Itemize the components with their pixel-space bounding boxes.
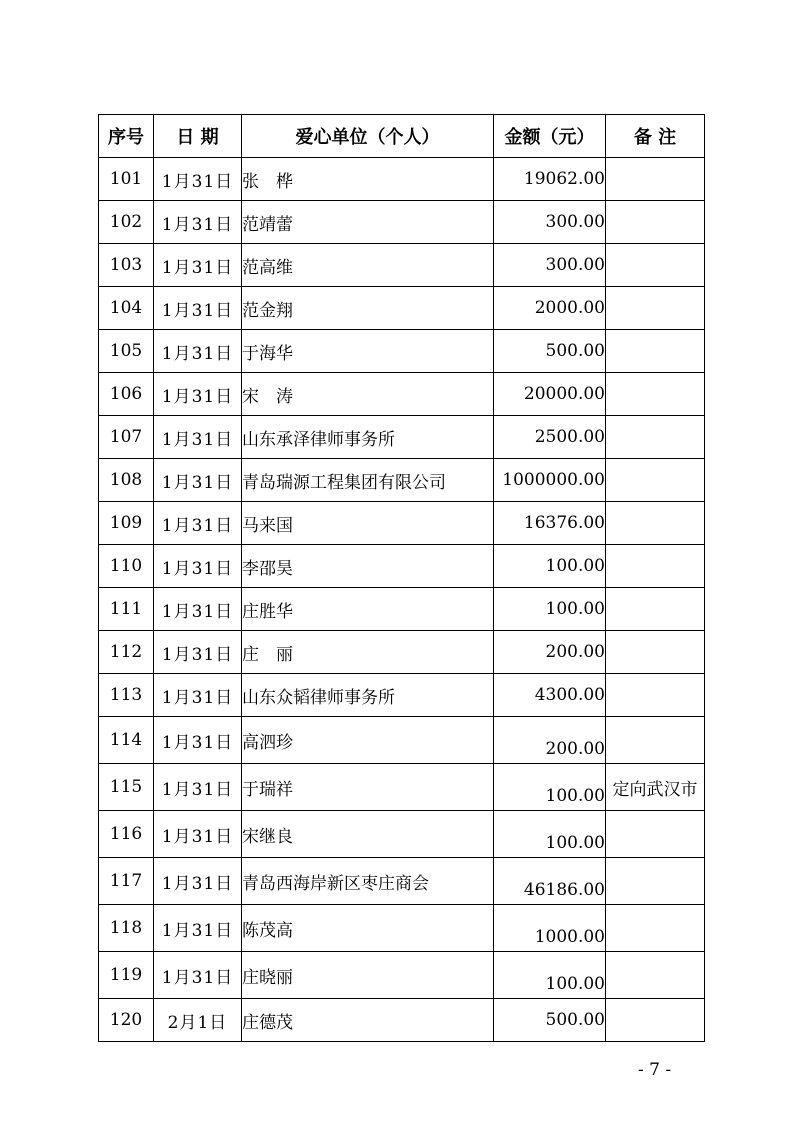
row-index: 103 [99, 244, 154, 287]
row-donor: 庄德茂 [242, 999, 494, 1042]
donation-table [98, 114, 705, 1042]
row-index: 111 [99, 588, 154, 631]
row-index: 101 [99, 158, 154, 201]
table-row [99, 287, 705, 330]
row-amount: 500.00 [494, 330, 606, 373]
row-date: 2月1日 [154, 999, 242, 1042]
row-amount: 1000000.00 [494, 459, 606, 502]
row-note [606, 674, 705, 717]
row-amount: 100.00 [494, 545, 606, 588]
table-row [99, 999, 705, 1042]
row-donor: 庄 丽 [242, 631, 494, 674]
row-amount: 4300.00 [494, 674, 606, 717]
header-index: 序号 [99, 115, 154, 158]
row-amount: 20000.00 [494, 373, 606, 416]
row-amount: 200.00 [494, 717, 606, 764]
row-index: 104 [99, 287, 154, 330]
row-amount: 300.00 [494, 201, 606, 244]
row-note [606, 244, 705, 287]
table-row [99, 459, 705, 502]
row-date: 1月31日 [154, 764, 242, 811]
row-index: 118 [99, 905, 154, 952]
row-index: 112 [99, 631, 154, 674]
table-row [99, 416, 705, 459]
row-donor: 张 桦 [242, 158, 494, 201]
row-donor: 范金翔 [242, 287, 494, 330]
row-amount: 2000.00 [494, 287, 606, 330]
row-date: 1月31日 [154, 201, 242, 244]
row-amount: 300.00 [494, 244, 606, 287]
row-donor: 马来国 [242, 502, 494, 545]
row-note: 定向武汉市 [606, 764, 705, 811]
row-note [606, 858, 705, 905]
row-note [606, 201, 705, 244]
row-note [606, 631, 705, 674]
table-header-row [99, 115, 705, 158]
row-note [606, 905, 705, 952]
row-index: 105 [99, 330, 154, 373]
row-index: 120 [99, 999, 154, 1042]
row-note [606, 373, 705, 416]
row-index: 109 [99, 502, 154, 545]
row-donor: 宋 涛 [242, 373, 494, 416]
row-amount: 200.00 [494, 631, 606, 674]
row-date: 1月31日 [154, 158, 242, 201]
row-amount: 500.00 [494, 999, 606, 1042]
row-donor: 李邵昊 [242, 545, 494, 588]
row-note [606, 952, 705, 999]
table-row [99, 905, 705, 952]
row-donor: 青岛西海岸新区枣庄商会 [242, 858, 494, 905]
row-donor: 庄晓丽 [242, 952, 494, 999]
row-donor: 宋继良 [242, 811, 494, 858]
header-amount: 金额（元） [494, 115, 606, 158]
table-row [99, 588, 705, 631]
table-row [99, 373, 705, 416]
table-row [99, 201, 705, 244]
row-index: 102 [99, 201, 154, 244]
table-row [99, 545, 705, 588]
row-donor: 山东众韬律师事务所 [242, 674, 494, 717]
row-date: 1月31日 [154, 459, 242, 502]
row-index: 119 [99, 952, 154, 999]
row-index: 115 [99, 764, 154, 811]
row-index: 116 [99, 811, 154, 858]
row-amount: 16376.00 [494, 502, 606, 545]
row-date: 1月31日 [154, 858, 242, 905]
row-amount: 100.00 [494, 952, 606, 999]
row-date: 1月31日 [154, 330, 242, 373]
row-date: 1月31日 [154, 244, 242, 287]
table-row [99, 811, 705, 858]
table-row [99, 674, 705, 717]
row-index: 110 [99, 545, 154, 588]
row-note [606, 545, 705, 588]
row-donor: 陈茂高 [242, 905, 494, 952]
row-date: 1月31日 [154, 631, 242, 674]
row-date: 1月31日 [154, 717, 242, 764]
table-row [99, 158, 705, 201]
table-row [99, 244, 705, 287]
table-row [99, 858, 705, 905]
row-donor: 高泗珍 [242, 717, 494, 764]
row-note [606, 330, 705, 373]
page-number: - 7 - [638, 1060, 672, 1080]
row-amount: 100.00 [494, 764, 606, 811]
table-row [99, 330, 705, 373]
row-date: 1月31日 [154, 416, 242, 459]
table-row [99, 952, 705, 999]
row-date: 1月31日 [154, 674, 242, 717]
row-amount: 1000.00 [494, 905, 606, 952]
row-index: 117 [99, 858, 154, 905]
header-note: 备 注 [606, 115, 705, 158]
row-note [606, 811, 705, 858]
row-amount: 100.00 [494, 588, 606, 631]
header-date: 日 期 [154, 115, 242, 158]
row-date: 1月31日 [154, 811, 242, 858]
row-index: 108 [99, 459, 154, 502]
row-amount: 2500.00 [494, 416, 606, 459]
row-note [606, 416, 705, 459]
row-donor: 于海华 [242, 330, 494, 373]
row-date: 1月31日 [154, 502, 242, 545]
row-amount: 46186.00 [494, 858, 606, 905]
row-amount: 100.00 [494, 811, 606, 858]
row-donor: 于瑞祥 [242, 764, 494, 811]
row-note [606, 717, 705, 764]
row-note [606, 588, 705, 631]
table-row [99, 631, 705, 674]
row-note [606, 459, 705, 502]
row-donor: 山东承泽律师事务所 [242, 416, 494, 459]
row-index: 106 [99, 373, 154, 416]
row-note [606, 999, 705, 1042]
table-row [99, 502, 705, 545]
table-row [99, 717, 705, 764]
header-donor: 爱心单位（个人） [242, 115, 494, 158]
row-donor: 范高维 [242, 244, 494, 287]
row-date: 1月31日 [154, 373, 242, 416]
row-date: 1月31日 [154, 588, 242, 631]
row-note [606, 287, 705, 330]
row-donor: 范靖蕾 [242, 201, 494, 244]
table-body [99, 158, 705, 1042]
row-date: 1月31日 [154, 287, 242, 330]
row-index: 113 [99, 674, 154, 717]
row-donor: 青岛瑞源工程集团有限公司 [242, 459, 494, 502]
row-index: 107 [99, 416, 154, 459]
row-date: 1月31日 [154, 545, 242, 588]
row-date: 1月31日 [154, 952, 242, 999]
row-amount: 19062.00 [494, 158, 606, 201]
row-note [606, 502, 705, 545]
row-date: 1月31日 [154, 905, 242, 952]
row-note [606, 158, 705, 201]
row-index: 114 [99, 717, 154, 764]
table-row [99, 764, 705, 811]
row-donor: 庄胜华 [242, 588, 494, 631]
